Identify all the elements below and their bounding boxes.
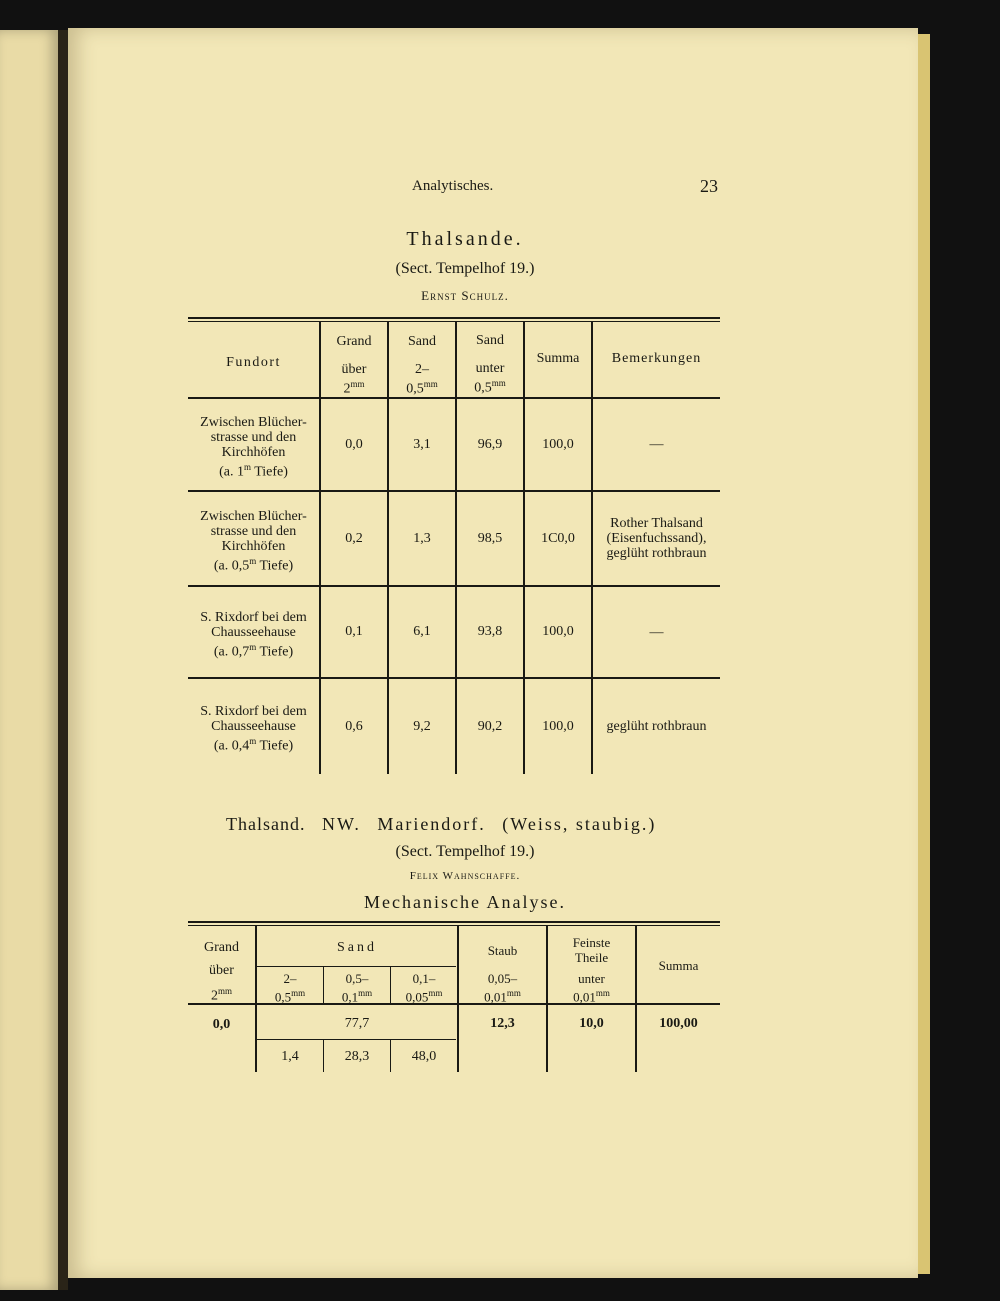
value-grand: 0,2 — [345, 530, 363, 546]
bemerkung-line: — — [649, 624, 664, 640]
book-spine — [58, 30, 68, 1290]
table2-analysis-title: Mechanische Analyse. — [364, 892, 566, 912]
t2-header-summa: Summa — [658, 958, 699, 973]
value-grand: 0,6 — [345, 718, 363, 734]
t2-header-feinste: Feinste — [572, 935, 611, 950]
header-sand2-sub: unter — [475, 361, 505, 376]
t2-header-feinste-unit: $0,01^{mm}$ — [573, 988, 610, 1005]
t2-header-s1-unit: $0,5^{mm}$ — [274, 988, 306, 1005]
t2-header-s2: 0,5– — [345, 971, 369, 986]
fundort-line: (a. 0,4$^m$ Tiefe) — [213, 736, 294, 754]
value-sand2: 90,2 — [477, 718, 503, 734]
value-sand2: 96,9 — [477, 436, 503, 452]
fundort-line: (a. 1$^m$ Tiefe) — [219, 461, 288, 480]
t2-header-grand-unit: $2^{mm}$ — [210, 986, 232, 1004]
t2-header-staub: Staub — [487, 943, 518, 958]
t2-value-sand-total: 77,7 — [344, 1016, 370, 1031]
value-summa: 1C0,0 — [541, 530, 575, 546]
fundort-cell — [188, 415, 319, 480]
table2-title-d: (Weiss, staubig.) — [502, 814, 657, 834]
header-sand1: Sand — [408, 334, 436, 349]
t2-header-staub-unit: $0,01^{mm}$ — [484, 988, 521, 1005]
t2-header-grand-sub: über — [209, 963, 234, 978]
t2-header-feinste-sub: unter — [578, 971, 605, 986]
table1-subtitle: (Sect. Tempelhof 19.) — [395, 260, 535, 277]
bemerkung-line: Rother Thalsand — [610, 516, 703, 531]
fundort-line: Chausseehause — [211, 719, 296, 734]
table2-sand-subrule — [256, 966, 456, 967]
header-grand-unit: $2^{mm}$ — [343, 379, 365, 397]
bemerkung-cell — [593, 625, 720, 640]
fundort-line: Kirchhöfen — [221, 444, 286, 460]
header-summa: Summa — [536, 351, 580, 366]
table1-row-rule-2 — [188, 585, 720, 587]
t2-header-s1: 2– — [283, 971, 297, 986]
table2-top-rule-2 — [188, 925, 720, 926]
fundort-line: S. Rixdorf bei dem — [200, 704, 307, 719]
table1-col-rule-4 — [523, 322, 525, 774]
value-sand1: 6,1 — [413, 624, 431, 639]
table2-title-c: Mariendorf. — [377, 814, 486, 834]
header-sand2-unit: $0,5^{mm}$ — [474, 378, 506, 396]
t2-value-s1: 1,4 — [281, 1049, 299, 1064]
table2-title-b: NW. — [321, 814, 361, 834]
header-sand2: Sand — [476, 333, 504, 348]
fundort-line: S. Rixdorf bei dem — [200, 609, 307, 625]
t2-value-staub: 12,3 — [490, 1016, 515, 1031]
table1-top-rule-2 — [188, 321, 720, 322]
fundort-line: strasse und den — [210, 523, 297, 539]
t2-header-sand: Sand — [337, 940, 377, 955]
t2-header-staub-sub: 0,05– — [487, 971, 518, 986]
bemerkung-cell — [593, 719, 720, 734]
header-sand1-unit: $0,5^{mm}$ — [406, 379, 438, 397]
t2-value-grand: 0,0 — [212, 1017, 231, 1032]
value-summa: 100,0 — [542, 436, 574, 452]
table2-sand-valrule — [256, 1039, 456, 1040]
table1-row-rule-3 — [188, 677, 720, 679]
t2-header-s3-unit: $0,05^{mm}$ — [405, 988, 443, 1005]
t2-value-summa: 100,00 — [659, 1016, 698, 1031]
fundort-cell — [188, 610, 319, 660]
value-summa: 100,0 — [542, 718, 574, 734]
t2-value-s2: 28,3 — [344, 1049, 370, 1064]
header-grand: Grand — [336, 334, 372, 349]
table1-top-rule — [188, 317, 720, 319]
table1-row-rule-1 — [188, 490, 720, 492]
header-sand1-sub: 2– — [415, 362, 429, 377]
header-fundort: Fundort — [226, 355, 281, 370]
fundort-line: (a. 0,7$^m$ Tiefe) — [213, 641, 294, 660]
fundort-line: Kirchhöfen — [221, 538, 286, 554]
value-sand1: 9,2 — [413, 718, 431, 734]
table1-header-rule — [188, 397, 720, 399]
fundort-line: Zwischen Blücher- — [200, 414, 307, 430]
table1-author: Ernst Schulz. — [421, 288, 509, 303]
value-sand2: 93,8 — [477, 624, 503, 639]
value-summa: 100,0 — [542, 624, 574, 639]
table2-title-a: Thalsand. — [226, 814, 306, 834]
bemerkung-cell — [593, 437, 720, 452]
bemerkung-line: geglüht rothbraun — [606, 546, 707, 561]
table2-col-rule-4 — [635, 926, 637, 1072]
t2-value-s3: 48,0 — [411, 1049, 437, 1064]
bemerkung-line: — — [649, 437, 664, 452]
t2-header-s3: 0,1– — [412, 971, 436, 986]
table2-top-rule — [188, 921, 720, 923]
table2-title — [226, 814, 656, 835]
header-bemerkungen: Bemerkungen — [611, 351, 702, 366]
fundort-cell — [188, 509, 319, 574]
header-grand-sub: über — [341, 362, 367, 377]
fundort-line: Chausseehause — [211, 624, 296, 640]
t2-header-s2-unit: $0,1^{mm}$ — [341, 988, 373, 1005]
value-grand: 0,0 — [345, 436, 363, 452]
running-title: Analytisches. — [412, 178, 494, 194]
bemerkung-line: geglüht rothbraun — [606, 719, 707, 734]
t2-header-grand: Grand — [204, 940, 239, 955]
table2-subtitle: (Sect. Tempelhof 19.) — [395, 843, 535, 860]
value-sand2: 98,5 — [477, 530, 503, 546]
t2-header-feinste2: Theile — [574, 950, 609, 965]
bemerkung-line: (Eisenfuchssand), — [606, 531, 707, 546]
page-edge — [918, 34, 930, 1274]
left-page-edge — [0, 30, 58, 1290]
table2-author: Felix Wahnschaffe. — [409, 870, 521, 882]
table1-title: Thalsande. — [406, 228, 524, 250]
value-grand: 0,1 — [345, 624, 363, 639]
fundort-line: Zwischen Blücher- — [200, 508, 307, 524]
value-sand1: 1,3 — [413, 530, 431, 546]
fundort-cell — [188, 704, 319, 754]
page-number: 23 — [700, 176, 718, 196]
t2-value-feinste: 10,0 — [579, 1016, 604, 1031]
bemerkung-cell — [593, 516, 720, 561]
value-sand1: 3,1 — [413, 436, 431, 452]
fundort-line: (a. 0,5$^m$ Tiefe) — [213, 555, 294, 574]
fundort-line: strasse und den — [210, 429, 297, 445]
